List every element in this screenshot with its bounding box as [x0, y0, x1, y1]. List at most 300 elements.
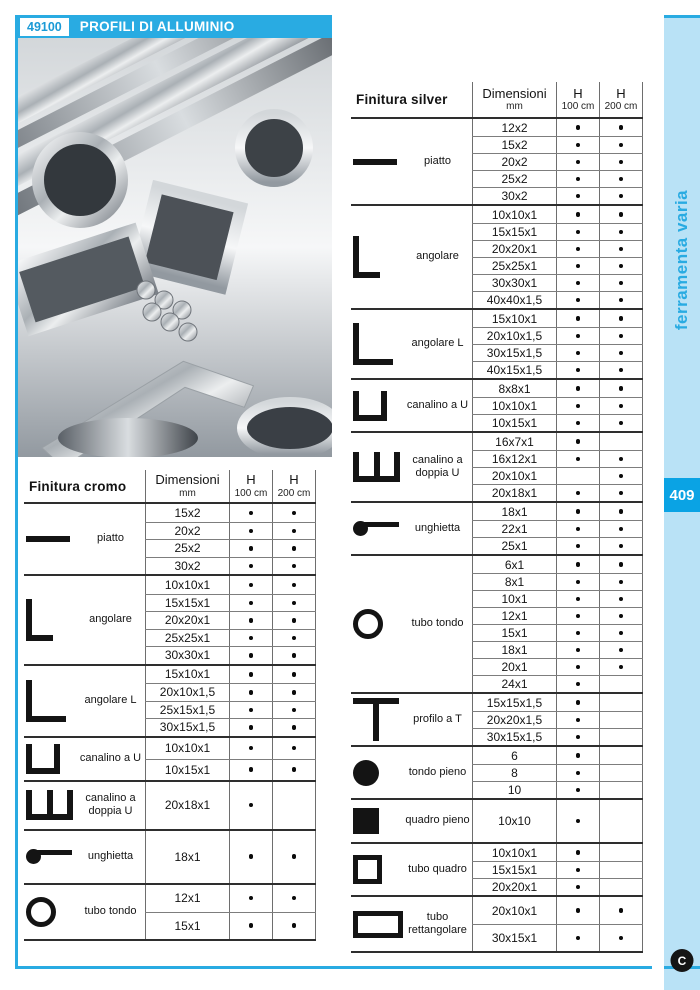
availability-dot: [292, 708, 297, 713]
availability-dot: [249, 672, 254, 677]
round-tube-mouth: [240, 114, 308, 182]
h100-cell: [556, 642, 599, 658]
availability-dot: [619, 386, 624, 391]
h100-cell: [556, 292, 599, 308]
h200-cell: [272, 576, 316, 594]
availability-dot: [619, 631, 624, 636]
dimension-cell: 18x1: [145, 831, 229, 883]
table-row: [472, 878, 643, 895]
profile-icon-cell: [351, 698, 405, 741]
profile-type-cell: [24, 738, 145, 780]
availability-dot: [576, 908, 581, 913]
profile-rows: [472, 800, 643, 842]
availability-dot: [249, 564, 254, 569]
h200-cell: [272, 612, 316, 629]
dimension-cell: 30x2: [145, 558, 229, 575]
availability-dot: [619, 143, 624, 148]
table-row: [145, 646, 316, 664]
profile-name: tondo pieno: [408, 765, 467, 778]
dimension-cell: 10x10x1: [472, 206, 556, 223]
h100-cell: [556, 310, 599, 327]
profile-icon-cell: [24, 897, 78, 927]
h100-cell: [229, 738, 272, 759]
profile-type-cell: [24, 504, 145, 574]
table-row: [472, 414, 643, 431]
table-row: [472, 503, 643, 520]
h200-cell: [272, 504, 316, 522]
h200-cell: [599, 415, 643, 431]
profile-name: unghietta: [87, 849, 134, 862]
profile-rows: [472, 206, 643, 308]
table-row: [472, 624, 643, 641]
availability-dot: [619, 194, 624, 199]
profile-type-cell: [24, 782, 145, 829]
availability-dot: [292, 601, 297, 606]
table-row: [145, 611, 316, 629]
h200-cell: [272, 913, 316, 939]
table-row: [145, 718, 316, 736]
h100-cell: [556, 415, 599, 431]
profile-section: [351, 204, 643, 308]
h100-cell: [556, 380, 599, 397]
profile-rows: [472, 844, 643, 895]
dimension-cell: 20x1: [472, 659, 556, 675]
dimension-cell: 25x2: [472, 171, 556, 187]
h200-cell: [599, 765, 643, 781]
table-row: [145, 782, 316, 829]
availability-dot: [619, 212, 624, 217]
h100-cell: [556, 556, 599, 573]
profile-type-cell: [351, 310, 472, 378]
table-row: [145, 594, 316, 612]
angolare-icon: [353, 236, 380, 278]
profile-icon-cell: [351, 236, 405, 278]
table-row: [472, 310, 643, 327]
h100-cell: [229, 540, 272, 557]
availability-dot: [576, 648, 581, 653]
table-row: [472, 844, 643, 861]
h100-cell: [556, 712, 599, 728]
availability-dot: [576, 718, 581, 723]
profile-section: [24, 574, 316, 664]
table-row: [472, 573, 643, 590]
profile-rows: [472, 310, 643, 378]
profile-icon-cell: [351, 452, 405, 482]
table-row: [145, 738, 316, 759]
h100-cell: [556, 119, 599, 136]
profile-type-cell: [351, 897, 472, 951]
h100-cell: [556, 137, 599, 153]
availability-dot: [576, 386, 581, 391]
canalino-u-icon: [26, 744, 60, 774]
h200-cell: [599, 292, 643, 308]
dimension-cell: 6: [472, 747, 556, 764]
h200-cell: [599, 642, 643, 658]
availability-dot: [576, 665, 581, 670]
h100-cell: [556, 398, 599, 414]
dimensions-unit: mm: [179, 487, 196, 499]
h200-cell: [599, 538, 643, 554]
availability-dot: [292, 854, 297, 859]
dimension-cell: 15x2: [472, 137, 556, 153]
lying-tube: [58, 418, 198, 457]
table-row: [472, 344, 643, 361]
table-title: Finitura silver: [356, 92, 448, 107]
dimension-cell: 15x1: [472, 625, 556, 641]
table-row: [472, 450, 643, 467]
profile-type-cell: [24, 831, 145, 883]
availability-dot: [619, 509, 624, 514]
dimensions-column-header: [145, 470, 229, 502]
profile-name: tubo rettangolare: [408, 910, 467, 936]
dimension-cell: 12x2: [472, 119, 556, 136]
availability-dot: [576, 819, 581, 824]
availability-dot: [576, 143, 581, 148]
profile-name: angolare L: [411, 337, 464, 350]
h100-cell: [556, 345, 599, 361]
table-row: [145, 576, 316, 594]
dimension-cell: 30x15x1,5: [472, 345, 556, 361]
dimensions-label: Dimensioni: [482, 85, 547, 101]
table-row: [472, 694, 643, 711]
table-row: [472, 484, 643, 501]
availability-dot: [576, 457, 581, 462]
profile-rows: [145, 885, 316, 939]
availability-dot: [619, 230, 624, 235]
availability-dot: [576, 562, 581, 567]
h100-cell: [229, 831, 272, 883]
header-bar: [18, 15, 332, 38]
availability-dot: [292, 564, 297, 569]
availability-dot: [292, 767, 297, 772]
table-row: [472, 206, 643, 223]
availability-dot: [292, 546, 297, 551]
availability-dot: [249, 708, 254, 713]
profile-section: [351, 378, 643, 431]
profile-name: piatto: [424, 154, 451, 167]
h100-cell: [556, 188, 599, 204]
availability-dot: [619, 491, 624, 496]
profile-rows: [145, 666, 316, 736]
tondo-pieno-icon: [353, 760, 379, 786]
h100-cell: [229, 760, 272, 780]
dimension-cell: 16x7x1: [472, 433, 556, 450]
h100-cell: [556, 659, 599, 675]
h100-cell: [229, 885, 272, 912]
dimension-cell: 20x20x1: [472, 879, 556, 895]
table-row: [472, 153, 643, 170]
dimension-cell: 15x15x1: [472, 862, 556, 878]
profile-name: canalino a U: [406, 398, 469, 411]
category-sidebar: [664, 15, 700, 990]
availability-dot: [576, 351, 581, 356]
h100-cell: [229, 702, 272, 719]
profile-type-cell: [351, 380, 472, 431]
quadro-pieno-icon: [353, 808, 379, 834]
h100-cell: [556, 362, 599, 378]
h200-cell: [599, 879, 643, 895]
dimension-cell: 15x15x1: [145, 595, 229, 612]
product-code-badge: 49100: [20, 18, 69, 36]
h200-cell: [599, 659, 643, 675]
table-finitura-silver: [351, 82, 643, 953]
profile-rows: [472, 897, 643, 951]
availability-dot: [576, 368, 581, 373]
h200-cell: [599, 844, 643, 861]
table-row: [145, 885, 316, 912]
h200-cell: [599, 747, 643, 764]
availability-dot: [292, 690, 297, 695]
h200-cell: [599, 224, 643, 240]
h200-cell: [599, 206, 643, 223]
profile-name: tubo tondo: [84, 904, 137, 917]
availability-dot: [576, 614, 581, 619]
profile-section: [351, 501, 643, 554]
h100-cell: [556, 171, 599, 187]
table-row: [145, 504, 316, 522]
availability-dot: [576, 404, 581, 409]
profile-icon-cell: [24, 680, 78, 722]
availability-dot: [249, 854, 254, 859]
profile-type-cell: [24, 576, 145, 664]
availability-dot: [576, 936, 581, 941]
profile-rows: [472, 747, 643, 798]
dimension-cell: 12x1: [145, 885, 229, 912]
table-row: [472, 641, 643, 658]
availability-dot: [249, 636, 254, 641]
h-label: H: [289, 472, 299, 488]
h100-cell: [556, 676, 599, 692]
availability-dot: [576, 597, 581, 602]
dimension-cell: 20x20x1: [145, 612, 229, 629]
availability-dot: [292, 583, 297, 588]
availability-dot: [576, 771, 581, 776]
h200-cell: [599, 897, 643, 924]
availability-dot: [576, 753, 581, 758]
dimension-cell: 20x10x1: [472, 897, 556, 924]
availability-dot: [619, 281, 624, 286]
profile-icon-cell: [351, 323, 405, 365]
availability-dot: [576, 334, 581, 339]
h100-cell: [556, 275, 599, 291]
angolare-l-icon: [353, 323, 393, 365]
h200-cell: [599, 137, 643, 153]
h200-cell: [272, 595, 316, 612]
h100-cell: [556, 538, 599, 554]
h200-cell: [599, 782, 643, 798]
availability-dot: [619, 177, 624, 182]
dimension-cell: 18x1: [472, 642, 556, 658]
availability-dot: [292, 529, 297, 534]
h100-cell: [556, 625, 599, 641]
profile-name: tubo quadro: [408, 862, 467, 875]
profile-section: [24, 502, 316, 574]
dimension-cell: 30x15x1,5: [145, 719, 229, 736]
tubo-tondo-icon: [353, 609, 383, 639]
availability-dot: [576, 212, 581, 217]
table-row: [472, 187, 643, 204]
h200-cell: [272, 630, 316, 647]
profile-rows: [472, 694, 643, 745]
availability-dot: [576, 125, 581, 130]
round-tube-mouth: [38, 138, 122, 222]
table-row: [145, 539, 316, 557]
availability-dot: [576, 160, 581, 165]
availability-dot: [576, 421, 581, 426]
table-title: Finitura cromo: [29, 478, 127, 494]
profile-type-cell: [351, 206, 472, 308]
profile-type-cell: [24, 666, 145, 736]
table-row: [472, 590, 643, 607]
table-row: [472, 607, 643, 624]
availability-dot: [619, 298, 624, 303]
table-row: [472, 520, 643, 537]
availability-dot: [249, 923, 254, 928]
dimension-cell: 20x20x1,5: [472, 712, 556, 728]
table-row: [472, 257, 643, 274]
dimension-cell: 18x1: [472, 503, 556, 520]
availability-dot: [249, 746, 254, 751]
dimension-cell: 10x10x1: [472, 398, 556, 414]
table-row: [472, 728, 643, 745]
h200-cell: [272, 782, 316, 829]
h100-cell: [556, 729, 599, 745]
dimension-cell: 10x10x1: [145, 576, 229, 594]
h200-cell: [599, 310, 643, 327]
h100-cell: [556, 328, 599, 344]
h100-cell: [556, 862, 599, 878]
availability-dot: [619, 457, 624, 462]
availability-dot: [619, 351, 624, 356]
h200-cell: [272, 684, 316, 701]
h200-cell: [272, 523, 316, 540]
h200-label: 200 cm: [604, 101, 638, 113]
h200-cell: [599, 503, 643, 520]
availability-dot: [619, 247, 624, 252]
availability-dot: [619, 544, 624, 549]
h200-column-header: [272, 470, 316, 502]
dimension-cell: 20x10x1: [472, 468, 556, 484]
availability-dot: [249, 653, 254, 658]
table-header: [351, 82, 643, 117]
h-label: H: [616, 85, 626, 101]
sidebar-top-line: [664, 15, 700, 18]
h100-cell: [556, 521, 599, 537]
dimension-cell: 25x25x1: [145, 630, 229, 647]
availability-dot: [249, 896, 254, 901]
profile-name: unghietta: [414, 521, 461, 534]
availability-dot: [292, 653, 297, 658]
profile-icon-cell: [351, 911, 405, 938]
table-row: [472, 327, 643, 344]
availability-dot: [249, 546, 254, 551]
h100-cell: [229, 504, 272, 522]
profile-rows: [472, 503, 643, 554]
h200-cell: [599, 362, 643, 378]
availability-dot: [576, 491, 581, 496]
table-row: [145, 557, 316, 575]
profile-section: [24, 780, 316, 829]
availability-dot: [576, 544, 581, 549]
h100-cell: [229, 684, 272, 701]
availability-dot: [619, 580, 624, 585]
profile-section: [351, 842, 643, 895]
table-row: [472, 711, 643, 728]
availability-dot: [292, 896, 297, 901]
dimension-cell: 30x30x1: [145, 647, 229, 664]
h200-cell: [272, 885, 316, 912]
h200-cell: [599, 241, 643, 257]
table-row: [472, 556, 643, 573]
profile-section: [351, 798, 643, 842]
availability-dot: [292, 923, 297, 928]
h200-cell: [599, 345, 643, 361]
profile-type-cell: [351, 503, 472, 554]
table-row: [145, 522, 316, 540]
availability-dot: [292, 511, 297, 516]
profile-name: angolare: [89, 613, 132, 626]
profile-name: quadro pieno: [405, 814, 470, 827]
h100-cell: [556, 694, 599, 711]
availability-dot: [249, 511, 254, 516]
table-row: [472, 136, 643, 153]
canalino-u-icon: [353, 391, 387, 421]
profile-section: [24, 736, 316, 780]
h200-cell: [599, 433, 643, 450]
availability-dot: [619, 125, 624, 130]
h100-cell: [229, 666, 272, 684]
h100-cell: [229, 913, 272, 939]
dimension-cell: 15x2: [145, 504, 229, 522]
availability-dot: [249, 583, 254, 588]
dimension-cell: 30x15x1: [472, 925, 556, 951]
availability-dot: [619, 334, 624, 339]
table-row: [472, 658, 643, 675]
h200-cell: [272, 719, 316, 736]
h100-cell: [229, 719, 272, 736]
availability-dot: [576, 177, 581, 182]
dimension-cell: 22x1: [472, 521, 556, 537]
h100-cell: [229, 523, 272, 540]
profile-section: [24, 883, 316, 939]
dimension-cell: 20x18x1: [145, 782, 229, 829]
profile-type-cell: [24, 885, 145, 939]
h100-label: 100 cm: [561, 101, 595, 113]
h100-column-header: [229, 470, 272, 502]
availability-dot: [292, 746, 297, 751]
profile-icon-cell: [351, 855, 405, 884]
dimension-cell: 8x8x1: [472, 380, 556, 397]
availability-dot: [249, 601, 254, 606]
lying-tube: [242, 402, 332, 454]
profile-rows: [472, 556, 643, 692]
h-label: H: [573, 85, 583, 101]
h200-cell: [599, 171, 643, 187]
h200-cell: [599, 485, 643, 501]
availability-dot: [292, 618, 297, 623]
profile-section: [351, 308, 643, 378]
dimension-cell: 25x2: [145, 540, 229, 557]
h200-cell: [599, 712, 643, 728]
availability-dot: [619, 665, 624, 670]
h200-cell: [272, 558, 316, 575]
dimension-cell: 24x1: [472, 676, 556, 692]
h200-cell: [272, 666, 316, 684]
profile-section: [351, 117, 643, 204]
availability-dot: [249, 529, 254, 534]
profile-icon-cell: [351, 159, 405, 165]
profile-section: [351, 431, 643, 501]
